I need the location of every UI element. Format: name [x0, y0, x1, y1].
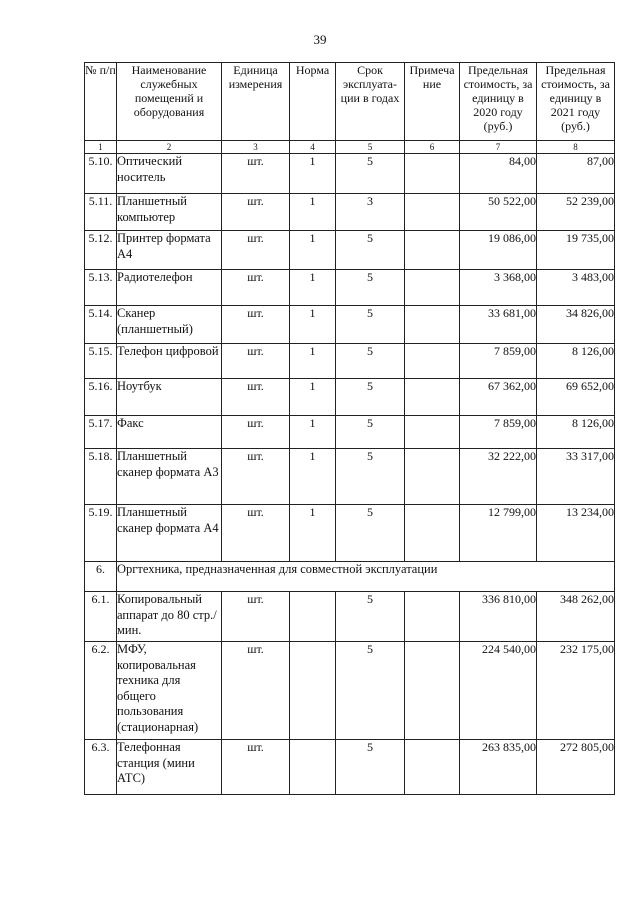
cell-name: Радиотелефон — [117, 270, 222, 306]
section-number: 6. — [85, 562, 117, 592]
header-unit: Единица измерения — [222, 63, 290, 141]
header-name: Наименование служебных помещений и оборудования — [117, 63, 222, 141]
cell-name: Сканер (планшетный) — [117, 306, 222, 344]
header-price-2020: Предельная стоимость, за единицу в 2020 году (руб.) — [460, 63, 537, 141]
cell-p2021: 69 652,00 — [537, 379, 615, 416]
cell-note — [405, 270, 460, 306]
table-row — [85, 231, 615, 270]
cell-name: Ноутбук — [117, 379, 222, 416]
cell-p2020: 19 086,00 — [460, 231, 537, 270]
cell-norm: 1 — [290, 505, 336, 562]
cell-norm: 1 — [290, 306, 336, 344]
cell-p2021: 3 483,00 — [537, 270, 615, 306]
cell-p2020: 3 368,00 — [460, 270, 537, 306]
cell-no: 5.18. — [85, 449, 117, 505]
cell-no: 6.3. — [85, 740, 117, 795]
cell-no: 5.11. — [85, 194, 117, 231]
column-number: 7 — [460, 141, 537, 154]
cell-norm: 1 — [290, 416, 336, 449]
cell-name: Телефон цифровой — [117, 344, 222, 379]
table-row — [85, 642, 615, 740]
section-title: Оргтехника, предназначенная для совместной эксплуатации — [117, 562, 615, 592]
table-row — [85, 740, 615, 795]
cell-term: 5 — [336, 642, 405, 740]
cell-unit: шт. — [222, 505, 290, 562]
cell-unit: шт. — [222, 270, 290, 306]
cell-note — [405, 154, 460, 194]
cell-name: Факс — [117, 416, 222, 449]
column-number: 1 — [85, 141, 117, 154]
cell-term: 5 — [336, 379, 405, 416]
rows-group-6 — [85, 592, 615, 795]
cell-norm: 1 — [290, 154, 336, 194]
cell-no: 5.14. — [85, 306, 117, 344]
cell-p2021: 19 735,00 — [537, 231, 615, 270]
column-number-row — [85, 141, 615, 154]
cell-term: 5 — [336, 505, 405, 562]
cell-note — [405, 740, 460, 795]
cell-note — [405, 379, 460, 416]
cell-norm — [290, 740, 336, 795]
cell-term: 3 — [336, 194, 405, 231]
cell-name: Копировальный аппарат до 80 стр./мин. — [117, 592, 222, 642]
cell-note — [405, 449, 460, 505]
header-norm: Норма — [290, 63, 336, 141]
section-6 — [85, 562, 615, 592]
cell-p2020: 224 540,00 — [460, 642, 537, 740]
cell-no: 5.15. — [85, 344, 117, 379]
column-number: 2 — [117, 141, 222, 154]
cell-unit: шт. — [222, 642, 290, 740]
cell-term: 5 — [336, 740, 405, 795]
cell-term: 5 — [336, 270, 405, 306]
cell-p2020: 84,00 — [460, 154, 537, 194]
cell-term: 5 — [336, 449, 405, 505]
cell-name: Оптический носитель — [117, 154, 222, 194]
table-row — [85, 379, 615, 416]
cell-note — [405, 344, 460, 379]
cell-p2020: 67 362,00 — [460, 379, 537, 416]
cell-name: Принтер формата А4 — [117, 231, 222, 270]
cell-norm — [290, 642, 336, 740]
cell-term: 5 — [336, 344, 405, 379]
cell-note — [405, 592, 460, 642]
cell-norm — [290, 592, 336, 642]
table-row — [85, 154, 615, 194]
header-no: № п/п — [85, 63, 117, 141]
cell-unit: шт. — [222, 592, 290, 642]
cell-unit: шт. — [222, 379, 290, 416]
cell-norm: 1 — [290, 449, 336, 505]
cell-p2021: 33 317,00 — [537, 449, 615, 505]
cell-unit: шт. — [222, 740, 290, 795]
cell-p2021: 348 262,00 — [537, 592, 615, 642]
cell-p2020: 7 859,00 — [460, 416, 537, 449]
cell-p2021: 13 234,00 — [537, 505, 615, 562]
cell-p2020: 32 222,00 — [460, 449, 537, 505]
cell-p2021: 87,00 — [537, 154, 615, 194]
cell-p2021: 52 239,00 — [537, 194, 615, 231]
table-row — [85, 270, 615, 306]
cell-p2021: 34 826,00 — [537, 306, 615, 344]
section-header-row — [85, 562, 615, 592]
column-number: 5 — [336, 141, 405, 154]
cell-p2020: 7 859,00 — [460, 344, 537, 379]
table-row — [85, 344, 615, 379]
cell-note — [405, 642, 460, 740]
cell-name: Планшетный сканер формата А4 — [117, 505, 222, 562]
equipment-table — [84, 62, 615, 795]
table-row — [85, 306, 615, 344]
cell-note — [405, 416, 460, 449]
table-row — [85, 592, 615, 642]
cell-norm: 1 — [290, 231, 336, 270]
cell-name: Планшетный компьютер — [117, 194, 222, 231]
cell-p2020: 336 810,00 — [460, 592, 537, 642]
cell-norm: 1 — [290, 194, 336, 231]
header-term: Срок эксплуата-ции в годах — [336, 63, 405, 141]
rows-group-5 — [85, 154, 615, 562]
column-number: 3 — [222, 141, 290, 154]
cell-term: 5 — [336, 416, 405, 449]
cell-term: 5 — [336, 154, 405, 194]
table-row — [85, 505, 615, 562]
cell-unit: шт. — [222, 344, 290, 379]
cell-unit: шт. — [222, 154, 290, 194]
cell-p2020: 33 681,00 — [460, 306, 537, 344]
cell-no: 5.13. — [85, 270, 117, 306]
cell-no: 5.17. — [85, 416, 117, 449]
cell-note — [405, 306, 460, 344]
header-note: Примеча ние — [405, 63, 460, 141]
header-price-2021: Предельная стоимость, за единицу в 2021 году (руб.) — [537, 63, 615, 141]
cell-name: Телефонная станция (мини АТС) — [117, 740, 222, 795]
cell-unit: шт. — [222, 416, 290, 449]
cell-no: 6.1. — [85, 592, 117, 642]
table-row — [85, 194, 615, 231]
cell-norm: 1 — [290, 379, 336, 416]
cell-p2020: 263 835,00 — [460, 740, 537, 795]
cell-no: 5.16. — [85, 379, 117, 416]
cell-note — [405, 505, 460, 562]
cell-name: МФУ, копировальная техника для общего пользования (стационарная) — [117, 642, 222, 740]
cell-p2021: 232 175,00 — [537, 642, 615, 740]
cell-no: 5.10. — [85, 154, 117, 194]
cell-unit: шт. — [222, 231, 290, 270]
table-row — [85, 449, 615, 505]
cell-term: 5 — [336, 306, 405, 344]
table-row — [85, 416, 615, 449]
cell-p2021: 8 126,00 — [537, 416, 615, 449]
cell-p2021: 272 805,00 — [537, 740, 615, 795]
cell-no: 5.19. — [85, 505, 117, 562]
cell-unit: шт. — [222, 449, 290, 505]
cell-term: 5 — [336, 231, 405, 270]
cell-term: 5 — [336, 592, 405, 642]
cell-norm: 1 — [290, 270, 336, 306]
cell-p2021: 8 126,00 — [537, 344, 615, 379]
column-number: 6 — [405, 141, 460, 154]
cell-unit: шт. — [222, 194, 290, 231]
cell-norm: 1 — [290, 344, 336, 379]
cell-no: 6.2. — [85, 642, 117, 740]
header-row — [85, 63, 615, 141]
cell-name: Планшетный сканер формата А3 — [117, 449, 222, 505]
column-number: 8 — [537, 141, 615, 154]
cell-no: 5.12. — [85, 231, 117, 270]
cell-p2020: 50 522,00 — [460, 194, 537, 231]
column-number: 4 — [290, 141, 336, 154]
page-number: 39 — [313, 32, 327, 47]
cell-note — [405, 194, 460, 231]
cell-unit: шт. — [222, 306, 290, 344]
cell-note — [405, 231, 460, 270]
cell-p2020: 12 799,00 — [460, 505, 537, 562]
